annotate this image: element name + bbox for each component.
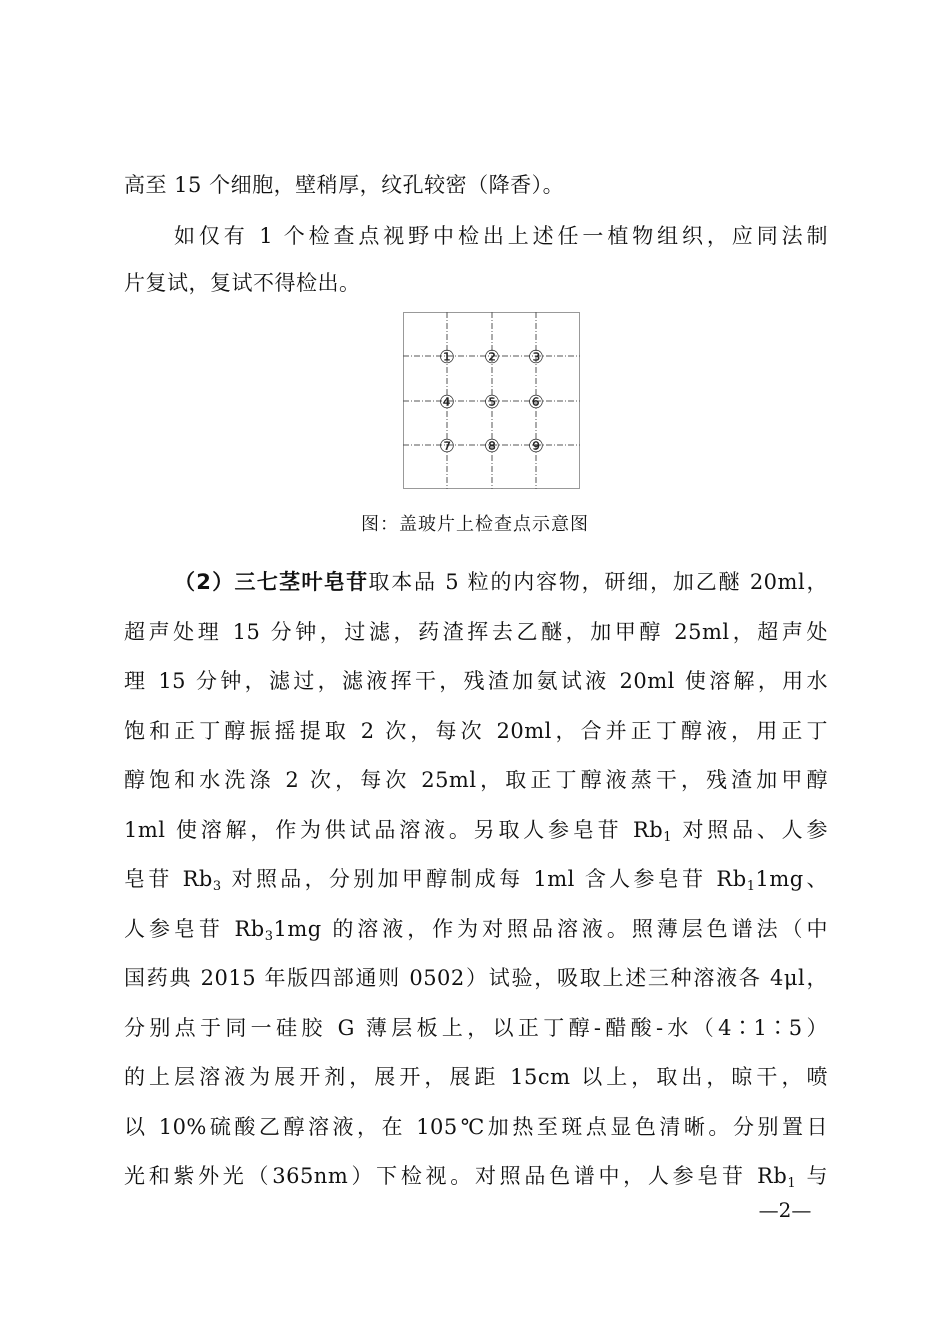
text-line: 高至 15 个细胞，壁稍厚，纹孔较密（降香）。	[124, 173, 565, 197]
check-point-6: ⑥	[527, 392, 545, 413]
text-line: 人参皂苷 $Rb_31mg$ 的溶液，作为对照品溶液。照薄层色谱法（中	[124, 917, 829, 944]
text-line: 饱和正丁醇振摇提取 2 次，每次 20ml，合并正丁醇液，用正丁	[124, 719, 828, 743]
text-line: 以 10%硫酸乙醇溶液，在 105℃加热至斑点显色清晰。分别置日	[124, 1115, 828, 1139]
check-point-8: ⑧	[483, 436, 501, 457]
check-point-3: ③	[527, 347, 545, 368]
section-heading: （2）三七茎叶皂苷	[174, 570, 369, 594]
text-line: 醇饱和水洗涤 2 次，每次 25ml，取正丁醇液蒸干，残渣加甲醇	[124, 768, 828, 792]
text-line: 的上层溶液为展开剂，展开，展距 15cm 以上，取出，晾干，喷	[124, 1065, 828, 1089]
page-number: —2—	[758, 1198, 812, 1222]
text-line: 分别点于同一硅胶 G 薄层板上，以正丁醇-醋酸-水（4∶1∶5）	[124, 1016, 828, 1040]
text-line: 理 15 分钟，滤过，滤液挥干，残渣加氨试液 20ml 使溶解，用水	[124, 669, 828, 693]
text-line: 国药典 2015 年版四部通则 0502）试验，吸取上述三种溶液各 4μl，	[124, 966, 828, 990]
check-point-7: ⑦	[438, 436, 456, 457]
coverslip-diagram	[403, 312, 580, 489]
text-line: 光和紫外光（365nm）下检视。对照品色谱中，人参皂苷 $Rb_1$ 与	[124, 1164, 828, 1191]
text-line: 片复试，复试不得检出。	[124, 271, 361, 295]
text-line: 超声处理 15 分钟，过滤，药渣挥去乙醚，加甲醇 25ml，超声处	[124, 620, 828, 644]
text-line: 如仅有 1 个检查点视野中检出上述任一植物组织，应同法制	[174, 224, 828, 248]
text-line: （2）三七茎叶皂苷取本品 5 粒的内容物，研细，加乙醚 20ml，	[174, 570, 828, 594]
check-point-2: ②	[483, 347, 501, 368]
figure-caption: 图：盖玻片上检查点示意图	[361, 514, 589, 535]
text-line: 1ml 使溶解，作为供试品溶液。另取人参皂苷 $Rb_1$ 对照品、人参	[124, 818, 828, 845]
check-point-5: ⑤	[483, 392, 501, 413]
check-point-1: ①	[438, 347, 456, 368]
text-line: 皂苷 $Rb_3$ 对照品，分别加甲醇制成每 1ml 含人参皂苷 $Rb_11mg$、	[124, 867, 828, 894]
check-point-4: ④	[438, 392, 456, 413]
check-point-9: ⑨	[527, 436, 545, 457]
